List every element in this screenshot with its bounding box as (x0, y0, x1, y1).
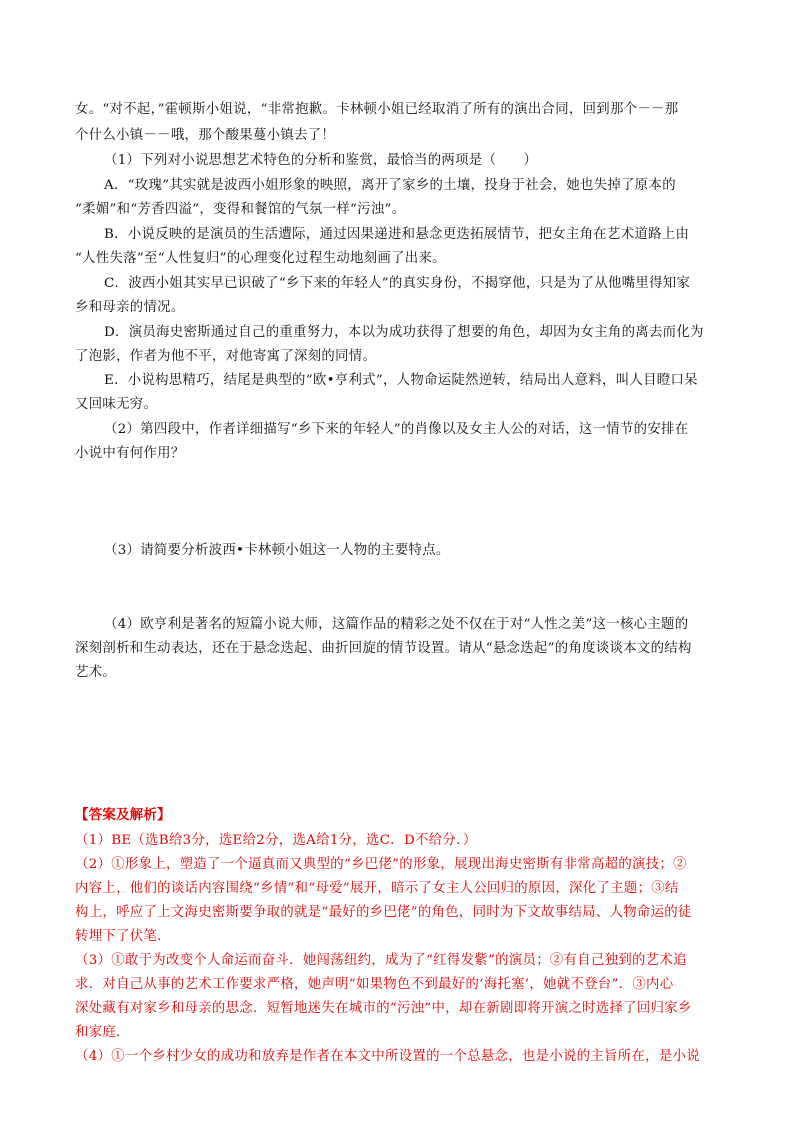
q4-line-1: （4）欧亨利是著名的短篇小说大师，这篇作品的精彩之处不仅在于对“人性之美”这一核心主题的 (104, 617, 689, 632)
q1-option-e-line-1: E．小说构思精巧，结尾是典型的“欧•亨利式”，人物命运陡然逆转，结局出人意料，叫人目瞪口呆 (104, 373, 698, 388)
q2-line-2: 小说中有何作用？ (75, 446, 185, 461)
answer-3-line-2: 求．对自己从事的艺术工作要求严格，她声明“如果物色不到最好的‘海托塞’，她就不登台”．③内心 (75, 977, 674, 992)
answer-2-line-1: （2）①形象上，塑造了一个逼真而又典型的“乡巴佬”的形象，展现出海史密斯有非常高超的演技；② (75, 857, 687, 872)
q1-option-b-line-1: B．小说反映的是演员的生活遭际，通过因果递进和悬念更迭拓展情节，把女主角在艺术道路上由 (104, 227, 690, 242)
answer-1: （1）BE（选B给3分，选E给2分，选A给1分，选C．D不给分．） (75, 833, 477, 848)
q1-option-c-line-1: C．波西小姐其实早已识破了“乡下来的年轻人”的真实身份，不揭穿他，只是为了从他嘴里得知家 (104, 276, 691, 291)
passage-line-2: 个什么小镇－－哦，那个酸果蔓小镇去了！ (75, 128, 336, 143)
q1-option-e-line-2: 又回味无穷。 (75, 397, 158, 412)
q1-option-c-line-2: 乡和母亲的情况。 (75, 300, 185, 315)
q4-line-2: 深刻剖析和生动表达，还在于悬念迭起、曲折回旋的情节设置。请从“悬念迭起”的角度谈谈本文的结构 (75, 641, 692, 656)
q2-line-1: （2）第四段中，作者详细描写“乡下来的年轻人”的肖像以及女主人公的对话，这一情节的安排在 (104, 422, 689, 437)
answer-2-line-4: 转埋下了伏笔． (75, 929, 171, 944)
answer-3-line-3: 深处藏有对家乡和母亲的思念．短暂地迷失在城市的“污浊”中，却在新剧即将开演之时选择了回归家乡 (75, 1001, 692, 1016)
answer-3-line-1: （3）①敢于为改变个人命运而奋斗．她闯荡纽约，成为了“红得发紫”的演员；②有自己独到的艺术追 (75, 953, 687, 968)
q4-line-3: 艺术。 (75, 665, 117, 680)
q3: （3）请简要分析波西•卡林顿小姐这一人物的主要特点。 (104, 543, 450, 558)
q1-option-a-line-2: “柔媚”和“芳香四溢”，变得和餐馆的气氛一样“污浊”。 (75, 202, 406, 217)
q1-option-a-line-1: A．“玫瑰”其实就是波西小姐形象的映照，离开了家乡的土壤，投身于社会，她也失掉了原本的 (104, 178, 676, 193)
answer-3-line-4: 和家庭． (75, 1025, 130, 1040)
answer-4-line-1: （4）①一个乡村少女的成功和放弃是作者在本文中所设置的一个总悬念，也是小说的主旨所在，是小说 (75, 1049, 700, 1064)
q1-stem: （1）下列对小说思想艺术特色的分析和鉴赏，最恰当的两项是（ ） (104, 153, 538, 168)
passage-line-1: 女。“对不起，”霍顿斯小姐说，“非常抱歉。卡林顿小姐已经取消了所有的演出合同，回到那个－－那 (75, 102, 679, 117)
q1-option-d-line-1: D．演员海史密斯通过自己的重重努力，本以为成功获得了想要的角色，却因为女主角的离去而化为 (104, 325, 704, 340)
q1-option-d-line-2: 了泡影，作者为他不平，对他寄寓了深刻的同情。 (75, 349, 377, 364)
answer-2-line-3: 构上，呼应了上文海史密斯要争取的就是“最好的乡巴佬”的角色，同时为下文故事结局、人物命运的徒 (75, 905, 692, 920)
answer-2-line-2: 内容上，他们的谈话内容围绕“乡情”和“母爱”展开，暗示了女主人公回归的原因，深化了主题；③结 (75, 881, 679, 896)
q1-option-b-line-2: “人性失落”至“人性复归”的心理变化过程生动地刻画了出来。 (75, 251, 446, 266)
answer-header: 【答案及解析】 (75, 807, 171, 823)
